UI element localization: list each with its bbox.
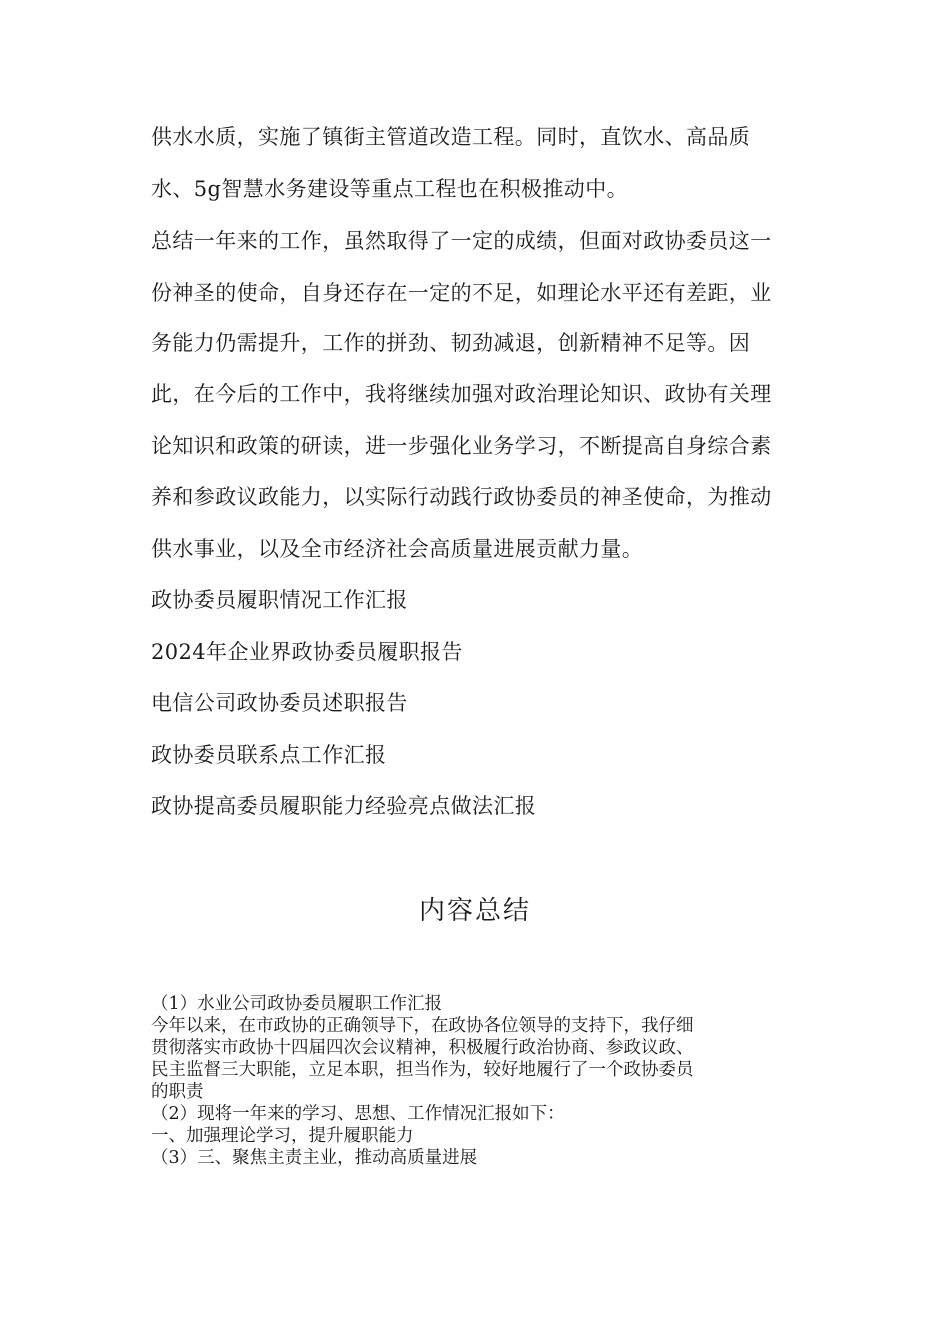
summary-heading: 内容总结 <box>418 896 531 926</box>
related-title: 政协委员履职情况工作汇报 <box>151 588 408 612</box>
summary-line: 贯彻落实市政协十四届四次会议精神，积极履行政治协商、参政议政、 <box>151 1038 694 1058</box>
body-line: 养和参政议政能力，以实际行动践行政协委员的神圣使命，为推动 <box>151 485 772 509</box>
related-title: 政协提高委员履职能力经验亮点做法汇报 <box>151 794 537 818</box>
summary-block <box>151 993 811 1169</box>
body-line: 供水水质，实施了镇街主管道改造工程。同时，直饮水、高品质 <box>151 125 751 149</box>
body-line: 份神圣的使命，自身还存在一定的不足，如理论水平还有差距，业 <box>151 281 772 305</box>
summary-line: 一、加强理论学习，提升履职能力 <box>151 1126 414 1146</box>
summary-line: 今年以来，在市政协的正确领导下，在政协各位领导的支持下，我仔细 <box>151 1016 694 1036</box>
summary-line: （1）水业公司政协委员履职工作汇报 <box>151 994 443 1014</box>
body-line: 论知识和政策的研读，进一步强化业务学习，不断提高自身综合素 <box>151 434 772 458</box>
body-line: 总结一年来的工作，虽然取得了一定的成绩，但面对政协委员这一 <box>151 229 772 253</box>
body-line: 供水事业，以及全市经济社会高质量进展贡献力量。 <box>151 537 644 561</box>
body-line: 此，在今后的工作中，我将继续加强对政治理论知识、政协有关理 <box>151 382 772 406</box>
body-line: 务能力仍需提升，工作的拼劲、韧劲减退，创新精神不足等。因 <box>151 331 751 355</box>
related-title: 政协委员联系点工作汇报 <box>151 743 387 767</box>
summary-line: 的职责 <box>151 1082 204 1102</box>
related-title: 2024年企业界政协委员履职报告 <box>151 640 463 664</box>
summary-line: （2）现将一年来的学习、思想、工作情况汇报如下： <box>151 1104 565 1124</box>
summary-line: （3）三、聚焦主责主业，推动高质量进展 <box>151 1148 478 1168</box>
body-line: 水、5g智慧水务建设等重点工程也在积极推动中。 <box>151 177 629 201</box>
related-title: 电信公司政协委员述职报告 <box>151 691 408 715</box>
summary-line: 民主监督三大职能，立足本职，担当作为，较好地履行了一个政协委员 <box>151 1060 694 1080</box>
